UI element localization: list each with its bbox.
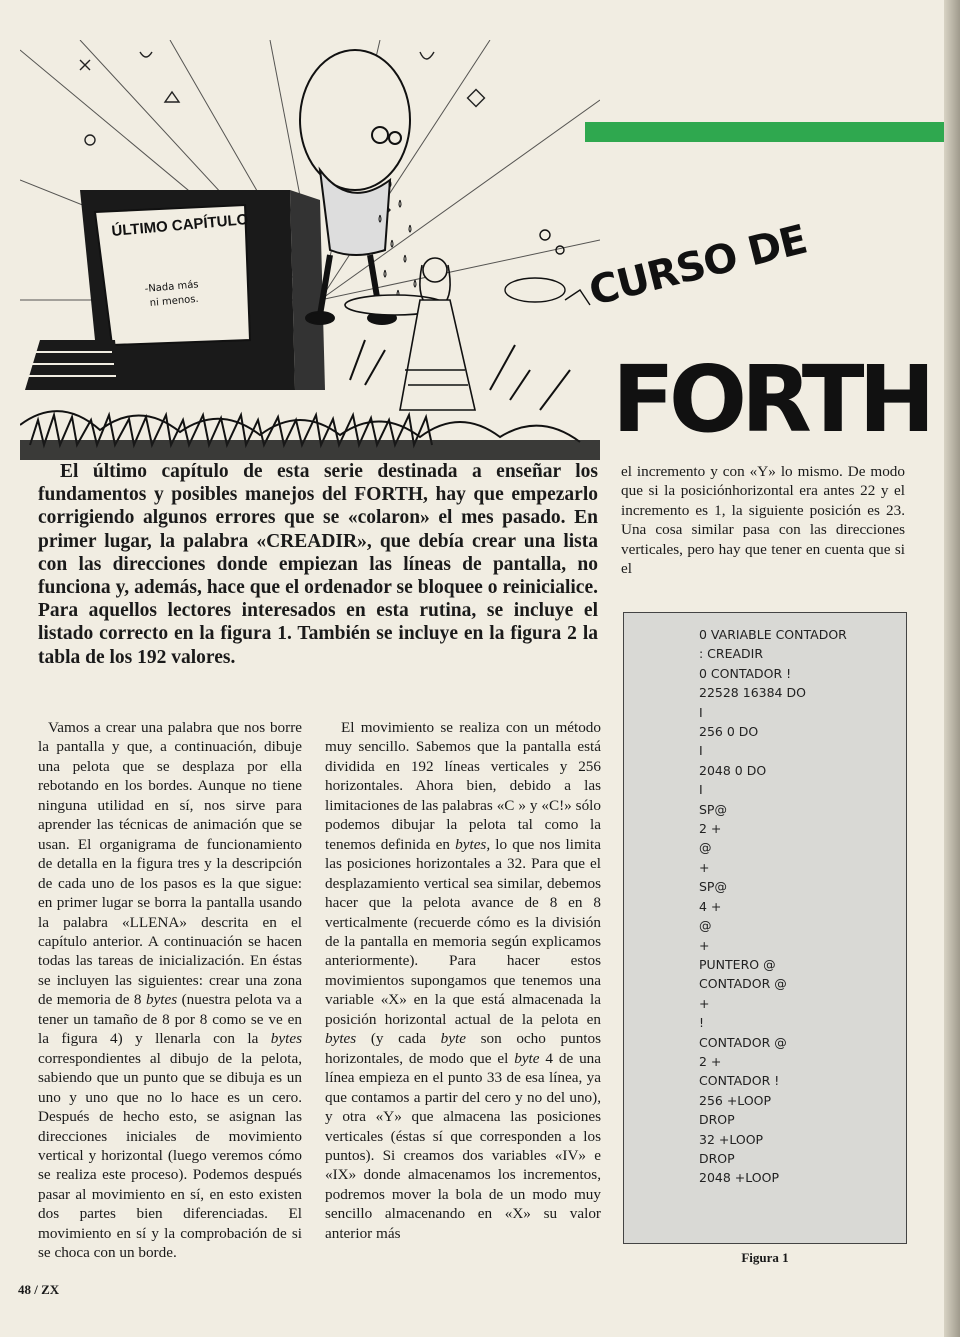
code-line: 0 VARIABLE CONTADOR <box>699 627 847 642</box>
title-curso-de: CURSO DE <box>584 216 812 316</box>
decorative-green-bar <box>585 122 960 142</box>
code-line: 256 +LOOP <box>699 1092 772 1108</box>
code-line: I <box>699 743 703 759</box>
code-line: 22528 16384 DO <box>699 685 806 701</box>
code-line: DROP <box>699 1150 735 1166</box>
figure-1-code-listing <box>623 612 907 1244</box>
title-forth: FORTH <box>612 346 930 453</box>
code-line: CONTADOR @ <box>699 976 787 992</box>
page-number: 48 / ZX <box>18 1282 60 1297</box>
code-line: SP@ <box>699 801 727 817</box>
code-line: I <box>699 782 703 798</box>
screen-caption-line1: -Nada más <box>144 279 200 295</box>
body-column-3: el incremento y con «Y» lo mismo. De modo que si la posiciónhorizontal era antes 22 y el incremento es 1, la siguiente posición es 23. Una cosa similar pasa con las direcciones verticales, pero hay que tener en cuenta que si el <box>621 463 905 578</box>
code-line: 4 + <box>699 898 722 914</box>
code-line: ! <box>699 1015 705 1031</box>
code-line: 256 0 DO <box>699 724 759 740</box>
code-line: + <box>699 937 710 953</box>
code-line: DROP <box>699 1112 735 1128</box>
code-line: CONTADOR @ <box>699 1034 787 1050</box>
figure-caption: Figura 1 <box>741 1250 789 1265</box>
screen-caption-line2: ni menos. <box>149 293 200 309</box>
code-line: 2 + <box>699 1053 722 1069</box>
code-line: + <box>699 995 710 1011</box>
code-lines <box>699 625 847 1188</box>
page-edge <box>944 0 960 1337</box>
screen-heading: ÚLTIMO CAPÍTULO <box>110 211 250 240</box>
code-line: 2 + <box>699 821 722 837</box>
code-line: SP@ <box>699 879 727 895</box>
body-column-1: Vamos a crear una palabra que nos borre la pantalla y que, a continuación, dibuje una pelota que se desplaza por ella rebotando en los bordes. Aunque no tiene ninguna utilidad en sí, nos sirve para aprender las técnicas de animación que se usan. El organigrama de funcionamiento de detalla en la figura tres y la descripción de cada uno de los pasos es la que sigue: en primer lugar se borra la pantalla usando la palabra «LLENA» descrita en el capítulo anterior. A continuación se hacen todas las tareas de inicialización. En éstas se incluyen las siguientes: crear una zona de memoria de 8 bytes (nuestra pelota va a tener un tamaño de 8 por 8 como se ve en la figura 4) y llenarla con la bytes correspondientes al dibujo de la pelota, sabiendo que un punto que se dibuja es un uno y uno que no lo hace es un cero. Después de hecho esto, se asignan las direcciones iniciales de movimiento vertical y horizontal (luego veremos cómo se realiza este proceso). Podemos después pasar al movimiento en sí, en esto existen dos partes bien diferenciadas. El movimiento en sí y la comprobación de si se choca con un borde. <box>38 719 302 1262</box>
code-line: @ <box>699 840 712 856</box>
code-line: 2048 +LOOP <box>699 1170 779 1186</box>
code-line: I <box>699 704 703 720</box>
code-line: : CREADIR <box>699 646 764 662</box>
code-line: 32 +LOOP <box>699 1131 764 1147</box>
code-line: 2048 0 DO <box>699 762 767 778</box>
code-line: + <box>699 859 710 875</box>
code-line: @ <box>699 918 712 934</box>
code-line: 0 CONTADOR ! <box>699 665 792 681</box>
code-line: PUNTERO @ <box>699 956 776 972</box>
body-column-2: El movimiento se realiza con un método muy sencillo. Sabemos que la pantalla está dividida en 192 líneas verticales y 256 horizontales. Ahora bien, debido a las limitaciones de las palabras «C » y «C!» sólo podemos dibujar la pelota tal como la tenemos definida en bytes, lo que nos limita las posiciones horizontales a 32. Para que el desplazamiento vertical sea similar, debemos hacer que la pelota avance de 8 en 8 verticalmente (recuerde cómo es la división de la pantalla en memoria según explicamos anteriormente). Para hacer estos movimientos supongamos que tenemos una variable «X» en la que está almacenada la posición horizontal actual de la pelota en bytes (y cada byte son ocho puntos horizontales, de modo que el byte 4 de una línea empieza en el punto 33 de esa línea, ya que contamos a partir del cero y no del uno), y otra «Y» que almacena las posiciones verticales (éstas sí que corresponden a los puntos). Si creamos dos variables «IV» e «IX» donde almacenamos los incrementos, podremos mover la bola de un modo muy sencillo almacenando en «X» su valor anterior más <box>325 719 602 1242</box>
code-line: CONTADOR ! <box>699 1073 780 1089</box>
lead-paragraph: El último capítulo de esta serie destinada a enseñar los fundamentos y posibles manejos del FORTH, hay que empezarlo corrigiendo algunos errores que se «colaron» el mes pasado. En primer lugar, la palabra «CREADIR», que debía crear una lista con las direcciones donde empiezan las líneas de pantalla, no funciona y, además, hace que el ordenador se bloquee o reinicialice. Para aquellos lectores interesados en esta rutina, se incluye el listado correcto en la figura 1. También se incluye en la figura 2 la tabla de los 192 valores. <box>38 461 598 668</box>
cartoon-illustration <box>20 40 600 460</box>
